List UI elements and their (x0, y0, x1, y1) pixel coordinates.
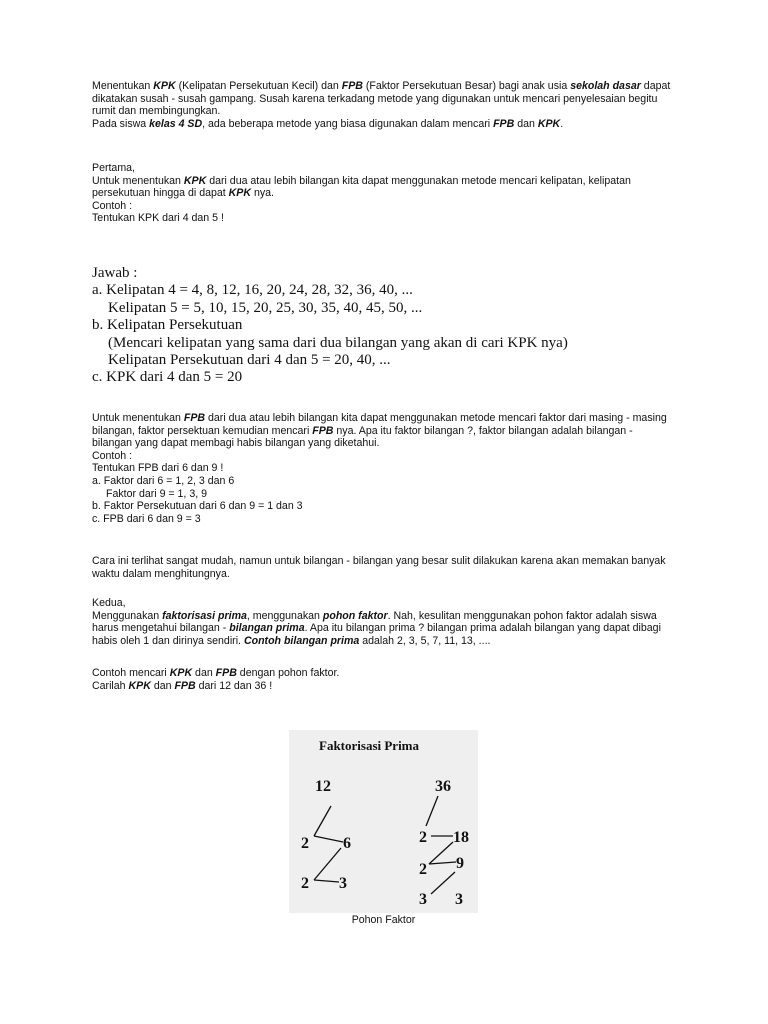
answer-line: b. Kelipatan Persekutuan (92, 317, 243, 334)
answer-line: c. FPB dari 6 dan 9 = 3 (92, 512, 201, 525)
contoh2-section (92, 667, 682, 692)
body-text: Contoh mencari (92, 667, 170, 679)
tree-12-branch (314, 880, 339, 882)
intro-text: (Kelipatan Persekutuan Kecil) dan (175, 80, 342, 92)
intro-text: , ada beberapa metode yang biasa digunakan dalam mencari (202, 117, 494, 130)
body-text: dari 12 dan 36 ! (195, 679, 273, 692)
tree-36-factor: 3 (419, 891, 427, 908)
intro-line-2: dikatakan susah - susah gampang. Susah karena terkadang metode yang digunakan untuk mencari penyelesaian begitu (92, 92, 658, 105)
body-text: bilangan yang dapat membagi habis bilangan yang diketahui. (92, 437, 380, 450)
body-text: Untuk menentukan (92, 174, 184, 187)
answer-line: a. Faktor dari 6 = 1, 2, 3 dan 6 (92, 474, 235, 487)
body-text: . Nah, kesulitan menggunakan pohon faktor adalah siswa (387, 609, 657, 622)
answer-line: c. KPK dari 4 dan 5 = 20 (92, 369, 243, 386)
kpk-term: KPK (153, 80, 176, 92)
example-question: Tentukan FPB dari 6 dan 9 ! (92, 462, 224, 475)
body-text: adalah 2, 3, 5, 7, 11, 13, .... (359, 634, 491, 647)
body-text: Menggunakan (92, 609, 163, 622)
jawab-title: Jawab : (92, 265, 138, 281)
body-text: Carilah (92, 679, 129, 692)
fpb-term: FPB (174, 679, 196, 692)
body-text: dan (150, 679, 175, 692)
intro-text: Pada siswa (92, 117, 150, 130)
body-text: nya. (251, 187, 274, 200)
answer-line: Kelipatan 5 = 5, 10, 15, 20, 25, 30, 35, 40, 45, 50, ... (108, 299, 423, 316)
cara-paragraph (92, 555, 682, 580)
body-text: nya. Apa itu faktor bilangan ?, faktor bilangan adalah bilangan - (333, 424, 633, 437)
example-question: Tentukan KPK dari 4 dan 5 ! (92, 212, 224, 225)
intro-text: dapat (640, 80, 671, 92)
body-text: dan (192, 667, 216, 679)
tree-12-branch (314, 836, 343, 842)
jawab-section (92, 265, 682, 387)
intro-text: (Faktor Persekutuan Besar) bagi anak usia (362, 80, 571, 92)
body-text: harus mengetahui bilangan - (92, 622, 230, 635)
kpk-term: KPK (228, 187, 252, 200)
contoh-prima-term: Contoh bilangan prima (243, 634, 360, 647)
fpb-term: FPB (183, 412, 206, 424)
intro-line-3: rumit dan membingungkan. (92, 105, 221, 118)
kelas-term: kelas 4 SD (149, 117, 203, 130)
factor-tree-figure (289, 730, 478, 913)
body-text: bilangan, faktor persektuan kemudian mencari (92, 424, 313, 437)
kpk-term: KPK (537, 117, 561, 130)
tree-12-branch (314, 848, 341, 880)
tree-36-remainder: 3 (455, 891, 463, 908)
body-text: , menggunakan (246, 609, 323, 622)
section-heading: Pertama, (92, 162, 135, 174)
answer-line: Kelipatan Persekutuan dari 4 dan 5 = 20, 40, ... (108, 352, 391, 369)
body-text: . Apa itu bilangan prima ? bilangan prima adalah bilangan yang dapat dibagi (304, 622, 661, 635)
fpb-term: FPB (215, 667, 237, 679)
tree-12-remainder: 3 (339, 875, 347, 892)
tree-36-branch (429, 862, 456, 864)
kedua-section (92, 597, 682, 647)
pohon-faktor-term: pohon faktor (322, 609, 388, 622)
body-text: waktu dalam menghitungnya. (92, 567, 230, 580)
kpk-term: KPK (183, 174, 207, 187)
contoh-label: Contoh : (92, 449, 133, 462)
tree-36-remainder: 9 (456, 855, 464, 872)
figure-caption: Pohon Faktor (351, 914, 416, 926)
body-text: Cara ini terlihat sangat mudah, namun untuk bilangan - bilangan yang besar sulit dilakukan karena akan memakan banyak (92, 555, 666, 567)
bilangan-prima-term: bilangan prima (229, 622, 305, 635)
intro-text: . (560, 117, 564, 130)
tree-12-factor: 2 (301, 875, 309, 892)
body-text: habis oleh 1 dan dirinya sendiri. (92, 634, 244, 647)
intro-text: Menentukan (92, 80, 154, 92)
answer-line: a. Kelipatan 4 = 4, 8, 12, 16, 20, 24, 28, 32, 36, 40, ... (92, 282, 413, 299)
body-text: Untuk menentukan (92, 412, 184, 424)
faktorisasi-term: faktorisasi prima (162, 609, 247, 622)
tree-36-branch (429, 842, 453, 864)
body-text: dari dua atau lebih bilangan kita dapat menggunakan metode mencari faktor dari masing - masing (205, 412, 667, 424)
section-heading: Kedua, (92, 597, 126, 609)
tree-36-branch (426, 796, 438, 826)
body-text: persekutuan hingga di dapat (92, 187, 229, 200)
fpb-section (92, 412, 682, 525)
tree-36-factor: 2 (419, 861, 427, 878)
figure-title: Faktorisasi Prima (319, 738, 420, 753)
body-text: dari dua atau lebih bilangan kita dapat menggunakan metode mencari kelipatan, kelipatan (206, 174, 631, 187)
answer-line: b. Faktor Persekutuan dari 6 dan 9 = 1 dan 3 (92, 500, 303, 513)
fpb-term: FPB (341, 80, 363, 92)
fpb-term: FPB (312, 424, 334, 437)
answer-line: Faktor dari 9 = 1, 3, 9 (106, 487, 207, 500)
answer-line: (Mencari kelipatan yang sama dari dua bilangan yang akan di cari KPK nya) (108, 334, 568, 351)
intro-paragraph (92, 80, 682, 130)
tree-36-root: 36 (435, 778, 451, 795)
tree-36-remainder: 18 (453, 829, 469, 846)
kpk-term: KPK (128, 679, 151, 692)
kpk-term: KPK (169, 667, 193, 679)
tree-12-root: 12 (315, 778, 331, 795)
tree-36-branch (431, 872, 455, 894)
tree-12-factor: 2 (301, 835, 309, 852)
pertama-section (92, 162, 682, 225)
sd-term: sekolah dasar (570, 80, 641, 92)
contoh-label: Contoh : (92, 199, 133, 212)
factor-tree-image (289, 730, 478, 913)
intro-text: dan (514, 117, 538, 130)
tree-12-remainder: 6 (343, 835, 351, 852)
tree-36-factor: 2 (419, 829, 427, 846)
body-text: dengan pohon faktor. (236, 667, 340, 679)
tree-12-branch (314, 806, 331, 836)
fpb-term: FPB (493, 117, 515, 130)
